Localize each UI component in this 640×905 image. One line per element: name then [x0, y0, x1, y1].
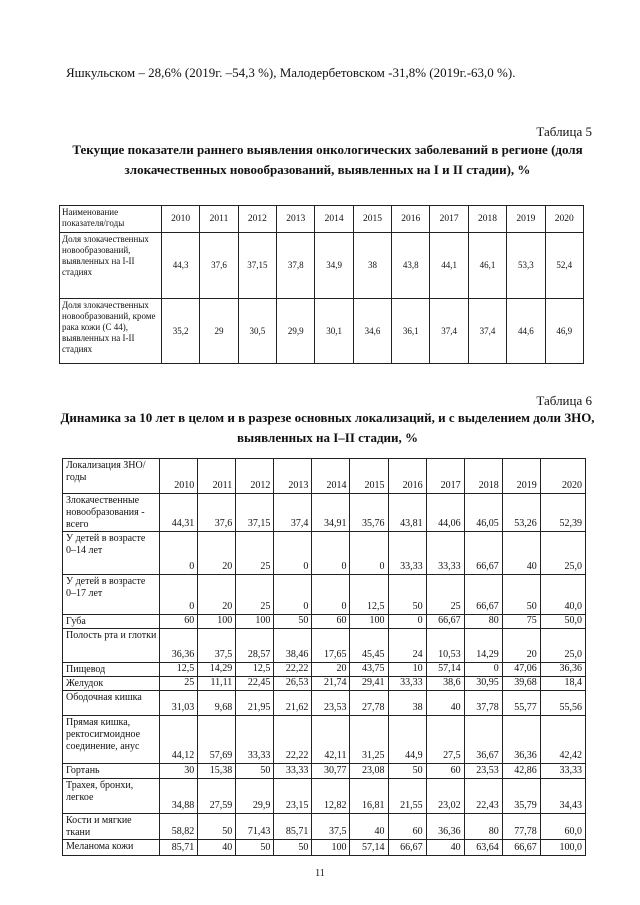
table-cell: 100,0	[540, 840, 585, 856]
table5-year-header: 2010	[161, 206, 199, 233]
table6-title: Динамика за 10 лет в целом и в разрезе основных локализаций, и с выделением доли ЗНО, выявленных на I–II стадии, %	[60, 410, 595, 445]
table-cell: 31,25	[350, 716, 388, 764]
table-row	[63, 840, 586, 856]
table-cell: 33,33	[236, 716, 274, 764]
intro-paragraph: Яшкульском – 28,6% (2019г. –54,3 %), Малодербетовском -31,8% (2019г.-63,0 %).	[66, 65, 516, 80]
table-cell: 0	[464, 663, 502, 677]
table-row	[63, 494, 586, 532]
table-cell: 37,8	[277, 233, 315, 299]
table6-year-header: 2015	[350, 459, 388, 494]
table-cell: 28,57	[236, 629, 274, 663]
table-cell: 50	[274, 840, 312, 856]
table-cell: 23,53	[464, 764, 502, 779]
table-cell: 37,4	[468, 299, 506, 364]
table-cell: 53,3	[507, 233, 545, 299]
table-cell: 44,31	[160, 494, 198, 532]
table-cell: 38	[353, 233, 391, 299]
table5-title: Текущие показатели раннего выявления онкологических заболеваний в регионе (доля злокачественных новообразований, выявленных на I и II стадии), %	[72, 142, 583, 177]
row-label: Злокачественные новообразования - всего	[63, 494, 160, 532]
table-cell: 33,33	[540, 764, 585, 779]
table-cell: 38	[388, 691, 426, 716]
table-cell: 25	[236, 532, 274, 575]
table5-header-row	[60, 206, 584, 233]
row-label: Трахея, бронхи, легкое	[63, 779, 160, 814]
table6-year-header: 2016	[388, 459, 426, 494]
table-cell: 60	[312, 615, 350, 629]
table-cell: 55,56	[540, 691, 585, 716]
table-row	[60, 299, 584, 364]
table-cell: 66,67	[426, 615, 464, 629]
table6-year-header: 2010	[160, 459, 198, 494]
table-cell: 27,59	[198, 779, 236, 814]
table6-year-header: 2014	[312, 459, 350, 494]
table-cell: 40	[350, 814, 388, 840]
table-cell: 37,4	[274, 494, 312, 532]
table-cell: 50	[236, 840, 274, 856]
table-cell: 66,67	[502, 840, 540, 856]
table-cell: 39,68	[502, 677, 540, 691]
table-cell: 22,22	[274, 716, 312, 764]
table-cell: 33,33	[274, 764, 312, 779]
table-cell: 36,36	[540, 663, 585, 677]
table-cell: 40	[502, 532, 540, 575]
table6-year-header: 2012	[236, 459, 274, 494]
table-cell: 37,4	[430, 299, 468, 364]
table-cell: 30,1	[315, 299, 353, 364]
table5-header-label: Наименование показателя/годы	[60, 206, 162, 233]
table-cell: 36,36	[426, 814, 464, 840]
table-cell: 38,6	[426, 677, 464, 691]
table-cell: 21,74	[312, 677, 350, 691]
table-cell: 37,15	[236, 494, 274, 532]
table-cell: 63,64	[464, 840, 502, 856]
table-cell: 29	[200, 299, 238, 364]
table-cell: 66,67	[388, 840, 426, 856]
table-cell: 0	[274, 575, 312, 615]
table-cell: 20	[198, 575, 236, 615]
table-cell: 34,6	[353, 299, 391, 364]
table-cell: 60	[426, 764, 464, 779]
table5-year-header: 2012	[238, 206, 276, 233]
row-label: Доля злокачественных новообразований, кроме рака кожи (С 44), выявленных на I-II стадиях	[60, 299, 162, 364]
table-cell: 75	[502, 615, 540, 629]
table6-year-header: 2018	[464, 459, 502, 494]
table-cell: 36,67	[464, 716, 502, 764]
table6-header-label: Локализация ЗНО/годы	[63, 459, 160, 494]
table-cell: 43,8	[392, 233, 430, 299]
table-cell: 29,9	[236, 779, 274, 814]
table-row	[63, 779, 586, 814]
table-cell: 25	[426, 575, 464, 615]
table-cell: 100	[312, 840, 350, 856]
table-cell: 12,5	[160, 663, 198, 677]
table-cell: 77,78	[502, 814, 540, 840]
table-cell: 37,78	[464, 691, 502, 716]
table-cell: 34,9	[315, 233, 353, 299]
table-cell: 23,02	[426, 779, 464, 814]
table-cell: 52,39	[540, 494, 585, 532]
table-cell: 40	[426, 840, 464, 856]
table-cell: 42,11	[312, 716, 350, 764]
row-label: Ободочная кишка	[63, 691, 160, 716]
table-cell: 40,0	[540, 575, 585, 615]
row-label: Прямая кишка, ректосигмоидное соединение, анус	[63, 716, 160, 764]
table-cell: 36,1	[392, 299, 430, 364]
table-cell: 26,53	[274, 677, 312, 691]
table-cell: 23,15	[274, 779, 312, 814]
table-cell: 21,55	[388, 779, 426, 814]
table5-year-header: 2020	[545, 206, 583, 233]
table-cell: 57,69	[198, 716, 236, 764]
table-cell: 0	[160, 532, 198, 575]
table-cell: 44,1	[430, 233, 468, 299]
table6-label: Таблица 6	[536, 393, 592, 408]
table-cell: 46,05	[464, 494, 502, 532]
table-cell: 85,71	[274, 814, 312, 840]
table-cell: 53,26	[502, 494, 540, 532]
table-cell: 12,82	[312, 779, 350, 814]
table-row	[63, 716, 586, 764]
table-cell: 46,9	[545, 299, 583, 364]
table-cell: 36,36	[502, 716, 540, 764]
table-cell: 50	[388, 764, 426, 779]
table-cell: 23,53	[312, 691, 350, 716]
row-label: Меланома кожи	[63, 840, 160, 856]
table-cell: 22,45	[236, 677, 274, 691]
table-cell: 43,81	[388, 494, 426, 532]
table-cell: 34,43	[540, 779, 585, 814]
table5-year-header: 2014	[315, 206, 353, 233]
table-cell: 30,5	[238, 299, 276, 364]
table-cell: 85,71	[160, 840, 198, 856]
table-cell: 20	[502, 629, 540, 663]
table-cell: 27,5	[426, 716, 464, 764]
table6-year-header: 2020	[540, 459, 585, 494]
table-cell: 0	[312, 575, 350, 615]
table-cell: 58,82	[160, 814, 198, 840]
table-cell: 60,0	[540, 814, 585, 840]
table-cell: 42,42	[540, 716, 585, 764]
page-number: 11	[315, 868, 325, 879]
table-row	[63, 575, 586, 615]
table-cell: 11,11	[198, 677, 236, 691]
table5-year-header: 2013	[277, 206, 315, 233]
table-cell: 35,79	[502, 779, 540, 814]
table-row	[63, 677, 586, 691]
table-cell: 30,95	[464, 677, 502, 691]
table-cell: 44,06	[426, 494, 464, 532]
table-cell: 33,33	[388, 532, 426, 575]
table-cell: 30	[160, 764, 198, 779]
table-row	[60, 233, 584, 299]
table-cell: 0	[350, 532, 388, 575]
table-row	[63, 764, 586, 779]
table5-year-header: 2015	[353, 206, 391, 233]
table-row	[63, 814, 586, 840]
table6-year-header: 2019	[502, 459, 540, 494]
table-cell: 44,3	[161, 233, 199, 299]
table-cell: 50	[502, 575, 540, 615]
table-row	[63, 629, 586, 663]
table-cell: 10	[388, 663, 426, 677]
table-cell: 30,77	[312, 764, 350, 779]
table-cell: 50	[388, 575, 426, 615]
row-label: Губа	[63, 615, 160, 629]
table-cell: 57,14	[426, 663, 464, 677]
table-cell: 33,33	[388, 677, 426, 691]
table5-label: Таблица 5	[536, 124, 592, 139]
row-label: Доля злокачественных новообразований, выявленных на I-II стадиях	[60, 233, 162, 299]
row-label: У детей в возрасте 0–14 лет	[63, 532, 160, 575]
table-cell: 60	[160, 615, 198, 629]
table-cell: 21,62	[274, 691, 312, 716]
table-cell: 29,9	[277, 299, 315, 364]
table-cell: 44,12	[160, 716, 198, 764]
table-cell: 52,4	[545, 233, 583, 299]
table-cell: 25	[160, 677, 198, 691]
table-cell: 50	[236, 764, 274, 779]
table-cell: 42,86	[502, 764, 540, 779]
table-cell: 22,43	[464, 779, 502, 814]
table-cell: 50	[274, 615, 312, 629]
row-label: Кости и мягкие ткани	[63, 814, 160, 840]
table5-year-header: 2018	[468, 206, 506, 233]
table-cell: 36,36	[160, 629, 198, 663]
table-cell: 12,5	[236, 663, 274, 677]
table-cell: 35,2	[161, 299, 199, 364]
table-cell: 0	[388, 615, 426, 629]
table5-year-header: 2016	[392, 206, 430, 233]
table-row	[63, 615, 586, 629]
table-cell: 22,22	[274, 663, 312, 677]
table-cell: 44,9	[388, 716, 426, 764]
table-cell: 34,91	[312, 494, 350, 532]
table5	[59, 205, 584, 364]
table6	[62, 458, 586, 856]
table-cell: 66,67	[464, 575, 502, 615]
table-cell: 37,5	[312, 814, 350, 840]
table-cell: 15,38	[198, 764, 236, 779]
table-cell: 55,77	[502, 691, 540, 716]
table-cell: 20	[312, 663, 350, 677]
table-cell: 100	[350, 615, 388, 629]
row-label: Желудок	[63, 677, 160, 691]
table-row	[63, 691, 586, 716]
table-cell: 25,0	[540, 532, 585, 575]
table5-year-header: 2017	[430, 206, 468, 233]
table-cell: 17,65	[312, 629, 350, 663]
table-cell: 40	[198, 840, 236, 856]
table6-year-header: 2011	[198, 459, 236, 494]
table-cell: 9,68	[198, 691, 236, 716]
table-cell: 37,6	[198, 494, 236, 532]
table-cell: 14,29	[464, 629, 502, 663]
table-cell: 37,6	[200, 233, 238, 299]
table-cell: 66,67	[464, 532, 502, 575]
row-label: У детей в возрасте 0–17 лет	[63, 575, 160, 615]
table-cell: 24	[388, 629, 426, 663]
table-cell: 37,15	[238, 233, 276, 299]
table-cell: 20	[198, 532, 236, 575]
table-cell: 25	[236, 575, 274, 615]
table-cell: 80	[464, 615, 502, 629]
table-cell: 43,75	[350, 663, 388, 677]
table-cell: 33,33	[426, 532, 464, 575]
table-row	[63, 663, 586, 677]
row-label: Пищевод	[63, 663, 160, 677]
table-cell: 100	[236, 615, 274, 629]
table-cell: 14,29	[198, 663, 236, 677]
row-label: Полость рта и глотки	[63, 629, 160, 663]
table-cell: 10,53	[426, 629, 464, 663]
table-cell: 31,03	[160, 691, 198, 716]
table-cell: 34,88	[160, 779, 198, 814]
table-cell: 57,14	[350, 840, 388, 856]
table-cell: 71,43	[236, 814, 274, 840]
table5-year-header: 2011	[200, 206, 238, 233]
row-label: Гортань	[63, 764, 160, 779]
table-cell: 35,76	[350, 494, 388, 532]
table-cell: 25,0	[540, 629, 585, 663]
table-cell: 23,08	[350, 764, 388, 779]
table-cell: 46,1	[468, 233, 506, 299]
table-cell: 40	[426, 691, 464, 716]
table-cell: 18,4	[540, 677, 585, 691]
table-cell: 0	[160, 575, 198, 615]
table-cell: 50	[198, 814, 236, 840]
table-cell: 80	[464, 814, 502, 840]
table6-year-header: 2013	[274, 459, 312, 494]
table-cell: 47,06	[502, 663, 540, 677]
table5-year-header: 2019	[507, 206, 545, 233]
table-cell: 0	[274, 532, 312, 575]
table6-year-header: 2017	[426, 459, 464, 494]
table-cell: 21,95	[236, 691, 274, 716]
table-cell: 27,78	[350, 691, 388, 716]
table-cell: 60	[388, 814, 426, 840]
table-cell: 45,45	[350, 629, 388, 663]
table-cell: 0	[312, 532, 350, 575]
table-cell: 100	[198, 615, 236, 629]
table-cell: 50,0	[540, 615, 585, 629]
table-cell: 37,5	[198, 629, 236, 663]
table-cell: 16,81	[350, 779, 388, 814]
table6-header-row	[63, 459, 586, 494]
table-cell: 12,5	[350, 575, 388, 615]
table-cell: 38,46	[274, 629, 312, 663]
table-row	[63, 532, 586, 575]
table-cell: 29,41	[350, 677, 388, 691]
table-cell: 44,6	[507, 299, 545, 364]
